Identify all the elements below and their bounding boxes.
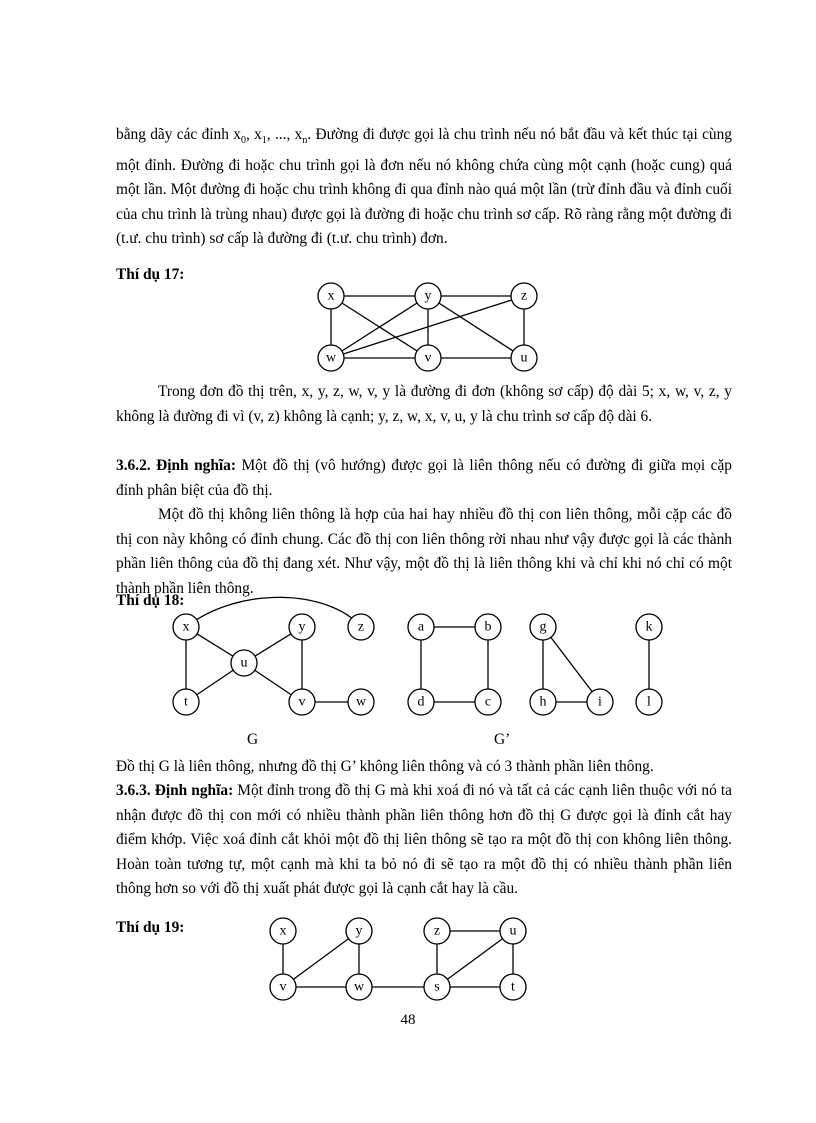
example-18-text: Đồ thị G là liên thông, nhưng đồ thị G’ không liên thông và có 3 thành phần liên thông. [116,758,654,775]
svg-text:i: i [598,694,602,710]
svg-text:t: t [511,979,515,995]
page-number: 48 [400,1012,416,1028]
example-17-text: Trong đơn đồ thị trên, x, y, z, w, v, y là đường đi đơn (không sơ cấp) độ dài 5; x, w, v, z, y không là đường đi vì (v, z) không là cạnh; y, z, w, x, v, u, y là chu trình sơ cấp độ dài 6. [116,383,732,425]
svg-text:l: l [647,694,651,710]
intro-paragraph: bằng dãy các đỉnh $x_0$, $x_1$, ..., $x_n$. Đường đi được gọi là chu trình nếu nó bắt đầu và kết thúc tại cùng một đỉnh. Đường đi hoặc chu trình gọi là đơn nếu nó không chứa cùng một cạnh (hoặc cung) quá một lần. Một đường đi hoặc chu trình không đi qua đỉnh nào quá một lần (trừ đỉnh đầu và đỉnh cuối của chu trình là trùng nhau) được gọi là đường đi hoặc chu trình sơ cấp. Rõ ràng rằng một đường đi (t.ư. chu trình) sơ cấp là đường đi (t.ư. chu trình) đơn. [116,126,732,248]
svg-text:z: z [520,288,528,304]
node [424,974,450,1000]
edge-y-v [283,931,359,987]
node [500,918,526,944]
definition-3-6-3: 3.6.3. Định nghĩa: Một đỉnh trong đồ thị G mà khi xoá đi nó và tất cả các cạnh liên thuộc với nó ta nhận được đồ thị con mới có nhiều thành phần liên thông hơn đồ thị G được gọi là đỉnh cắt hay điểm khớp. Việc xoá đỉnh cắt khỏi một đồ thị liên thông sẽ tạo ra một đồ thị con không liên thông. Hoàn toàn tương tự, một cạnh mà khi ta bỏ nó đi sẽ tạo ra một đồ thị có nhiều thành phần liên thông hơn so với đồ thị xuất phát được gọi là cạnh cắt hay là cầu. [116,782,733,898]
svg-text:b: b [484,619,492,635]
node [346,974,372,1000]
svg-text:u: u [240,655,248,671]
definition-3-6-2: 3.6.2. Định nghĩa: Một đồ thị (vô hướng) được gọi là liên thông nếu có đường đi giữa mọi cặp đỉnh phân biệt của đồ thị. [116,457,732,499]
svg-text:v: v [424,350,432,366]
svg-text:c: c [484,694,492,710]
svg-text:h: h [539,694,547,710]
node [270,918,296,944]
svg-text:x: x [182,619,190,635]
example-17-title: Thí dụ 17: [116,266,185,283]
svg-text:g: g [539,619,547,635]
svg-text:w: w [355,694,367,710]
svg-text:u: u [520,350,528,366]
svg-text:z: z [433,923,441,939]
edge-u-s [437,931,513,987]
svg-text:w: w [325,350,337,366]
svg-text:t: t [184,694,188,710]
svg-text:z: z [357,619,365,635]
graph-g-prime-label: G’ [494,731,511,748]
example-19-title: Thí dụ 19: [116,919,185,936]
svg-text:u: u [509,923,517,939]
svg-text:y: y [355,923,363,939]
svg-text:w: w [353,979,365,995]
node [346,918,372,944]
graph-g-label: G [247,731,259,748]
svg-text:k: k [645,619,653,635]
svg-text:x: x [279,923,287,939]
definition-3-6-2-para2: Một đồ thị không liên thông là hợp của hai hay nhiều đồ thị con liên thông, mỗi cặp các đồ thị con này không có đỉnh chung. Các đồ thị con liên thông rời nhau như vậy được gọi là các thành phần liên thông của đồ thị đang xét. Như vậy, một đồ thị là liên thông khi và chỉ khi nó chỉ có một thành phần liên thông. [116,506,732,597]
node [424,918,450,944]
svg-text:y: y [424,288,432,304]
svg-text:y: y [298,619,306,635]
node [500,974,526,1000]
node [270,974,296,1000]
example-18-title: Thí dụ 18: [116,592,185,609]
svg-text:v: v [279,979,287,995]
svg-text:s: s [434,979,440,995]
svg-text:v: v [298,694,306,710]
svg-text:d: d [417,694,425,710]
svg-text:x: x [327,288,335,304]
svg-text:a: a [417,619,425,635]
